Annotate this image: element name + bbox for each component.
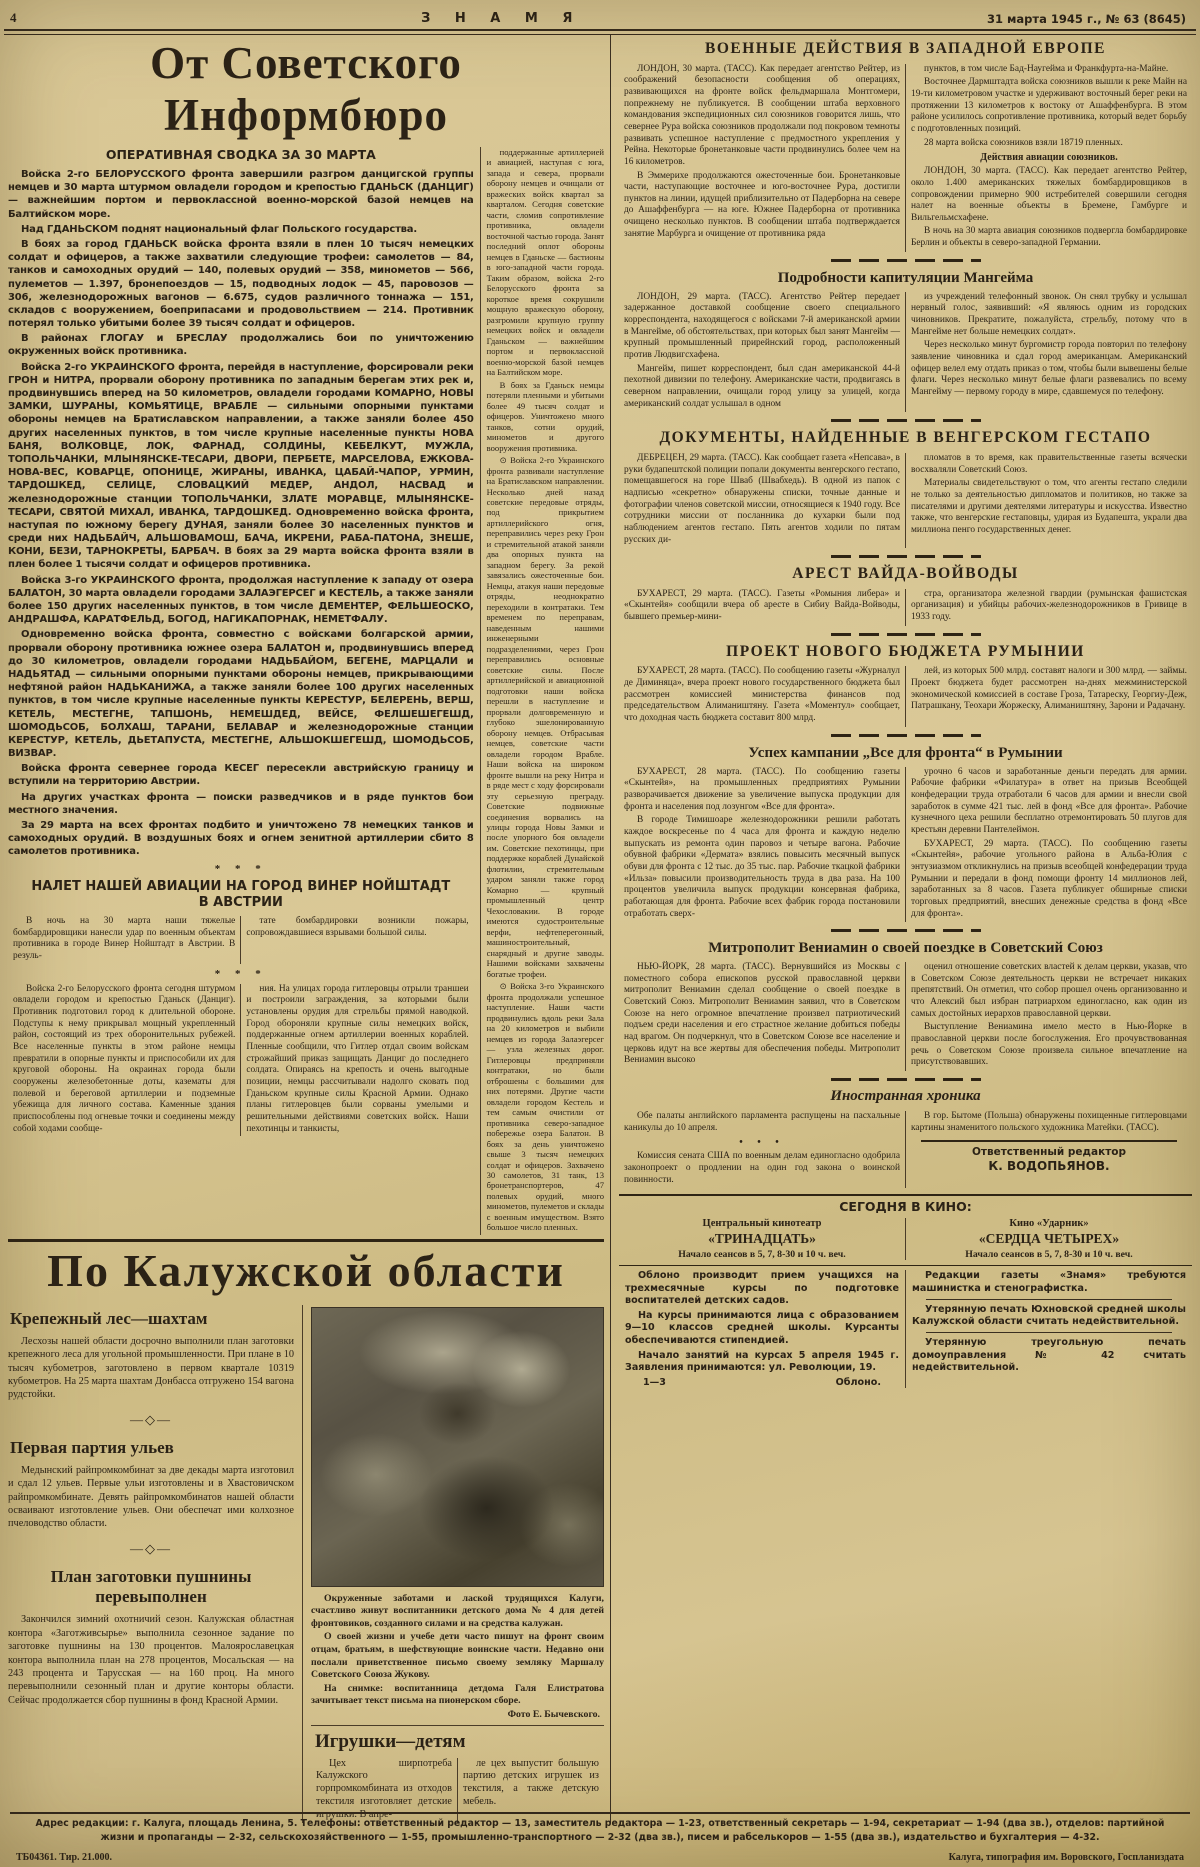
article-divider — [831, 555, 981, 558]
informburo-subtitle: ОПЕРАТИВНАЯ СВОДКА ЗА 30 МАРТА — [105, 147, 376, 162]
printing-house: Калуга, типография им. Воровского, Госпланиздата — [948, 1852, 1184, 1863]
left-column — [0, 35, 611, 1823]
paragraph: В Эммерихе продолжаются ожесточенные бои. Бронетанковые части, наступающие восточнее и юго-восточнее Рура, достигли пунктов на линии, идущей приблизительно от Падерборна на севере до Ашаффенбурга — на юге. Южнее Падерборна от противника очищено несколько пунктов. В сообщении штаба подтверждается занятие Марбурга и очищение от противника ряда — [624, 170, 900, 239]
article-front-campaign — [619, 744, 1192, 923]
diamond-divider: —◇— — [130, 1540, 172, 1556]
article-title-mannheim: Подробности капитуляции Мангейма — [777, 269, 1034, 286]
danzig-col2: ния. На улицах города гитлеровцы отрыли траншеи и построили заграждения, за которыми были установлены орудия для стрельбы прямой наводкой. Город обороняли крупные силы немецких войск, поддержанные огнем артиллерии военных кораблей. Пленные сообщили, что Гитлер отдал своим войскам строжайший приказ защищать Данциг до последнего солдата. Опираясь на крепость и очень выгодные позиции, немцы рассчитывали надолго сковать под Гданьском крупные силы Красной Армии. Однако планы гитлеровцев были сорваны умелыми и решительными действиями советских войск. Наши пехотинцы и танкисты, — [246, 983, 469, 1134]
chronicle-item: В гор. Бытоме (Польша) обнаружены похищенные гитлеровцами картины знаменитого польского художника Матейки. (ТАСС). — [911, 1111, 1187, 1133]
article-title-toys: Игрушки—детям — [315, 1730, 466, 1752]
stars-separator: * * * — [214, 862, 267, 875]
danzig-col1: Войска 2-го Белорусского фронта сегодня штурмом овладели городом и крепостью Гданьск (Данциг). Противник подготовил город к длительной обороне. Подступы к нему прикрывал мощный укрепленный район, состоящий из трех оборонительных рубежей. Все населенные пункты в этом районе немцы превратили в опорные пункты и приспособили их для круговой обороны. На окраинах города были сооружены железобетонные доты, казематы для полевой и береговой артиллерии и подземные убежища для личного состава. Каменные здания приспособлены под огневые точки и соединены между собой ходами сообще- — [13, 983, 236, 1134]
article-romania-budget — [619, 643, 1192, 727]
paragraph: БУХАРЕСТ, 29 марта. (ТАСС). Газеты «Ромыния либера» и «Скынтейя» сообщили вчера об аресте в Сибиу Вайда-Войводы, бывшего премьер-мини- — [624, 588, 900, 623]
svodka-paragraph: На других участках фронта — поиски разведчиков и в ряде пунктов бои местного значения. — [8, 791, 474, 816]
article-divider — [831, 1078, 981, 1081]
svodka-paragraph: В боях за город ГДАНЬСК войска фронта взяли в плен 10 тысяч немецких солдат и офицеров, а также захватили следующие трофеи: самолетов — 84, танков и самоходных орудий — 140, полевых орудий — 358, минометов — 566, пулеметов — 1.397, бронепоездов — 15, подводных лодок — 45, паровозов — 306, железнодорожных вагонов — 6.675, судов различного тоннажа — 151, складов с вооружением, боеприпасами и продовольствием — 214. Противник потерял только убитыми более 39 тысяч солдат и офицеров. — [8, 238, 474, 330]
article-title-campaign: Успех кампании „Все для фронта“ в Румынии — [748, 744, 1063, 761]
right-column — [611, 35, 1200, 1823]
cinema-rule — [619, 1194, 1192, 1196]
article-divider — [831, 633, 981, 636]
article-divider — [831, 419, 981, 422]
print-code: ТБ04361. Тир. 21.000. — [16, 1852, 113, 1863]
svodka-paragraph: Войска 3-го УКРАИНСКОГО фронта, продолжая наступление к западу от озера БАЛАТОН, 30 марта овладели городами ЗАЛАЭГЕРСЕГ и КЕСТЕЛЬ, а также заняли более 150 других населенных пунктов, в том числе ДЕМЕНТЕР, ФЕЛЬШЕОСКО, АНДРАШФА, КАРАТФЕЛЬД, БОГОД, НАГИКАПОРНАК, НЕМЕТФАЛУ. — [8, 574, 474, 626]
article-title-budget: ПРОЕКТ НОВОГО БЮДЖЕТА РУМЫНИИ — [726, 642, 1085, 660]
cinema-right — [905, 1218, 1192, 1260]
svodka-paragraph: Войска 2-го БЕЛОРУССКОГО фронта завершили разгром данцигской группы немцев и 30 марта штурмом овладели городом и крепостью ГДАНЬСК (ДАНЦИГ) — важнейшим портом и первоклассной военно-морской базой немцев на Балтийском море. — [8, 169, 474, 220]
article-title-vaida: АРЕСТ ВАЙДА-ВОЙВОДЫ — [792, 565, 1019, 583]
notice-wanted: Редакции газеты «Знамя» требуются машинистка и стенографистка. — [912, 1270, 1186, 1294]
svodka-paragraph: Над ГДАНЬСКОМ поднят национальный флаг Польского государства. — [21, 223, 417, 235]
side-paragraph: ⊙ Войска 3-го Украинского фронта продолжали успешное наступление. Наши части продвинулись вдоль реки Зала на 20 километров и выбили немцев из города Залаэгерсег — узла железных дорог. Гитлеровцы предприняли контратаки, но были отброшены с большими для них потерями. Другие части овладели городом Кестель и тем самым очистили от противника северо-западное побережье озера Балатон. В боях за день уничтожено свыше 3 тысяч немецких солдат и офицеров. Захвачено 30 самолетов, 31 танк, 13 бронетранспортеров, 47 полевых орудий, много минометов, пулеметов и склады с военным имуществом. Взято большое число пленных. — [486, 981, 604, 1233]
footer-rule — [10, 1812, 1190, 1814]
page-number: 4 — [10, 10, 17, 25]
cinema-times: Начало сеансов в 5, 7, 8-30 и 10 ч. веч. — [678, 1249, 846, 1261]
raid-article-title: НАЛЕТ НАШЕЙ АВИАЦИИ НА ГОРОД ВИНЕР НОЙШТАДТ В АВСТРИИ — [31, 878, 451, 910]
notice-lost-seal: Утерянную треугольную печать домоуправления № 42 считать недействительной. — [912, 1337, 1186, 1373]
toys-col1: Цех ширпотреба Калужского горпромкомбината из отходов текстиля изготовляет детские игрушки. В апре- — [316, 1757, 452, 1820]
kaluga-left-column — [8, 1305, 303, 1823]
svodka-paragraph: Войска фронта севернее города КЕСЕГ пересекли австрийскую границу и вступили на территорию Австрии. — [8, 763, 474, 788]
issue-info: 31 марта 1945 г., № 63 (8645) — [987, 12, 1186, 26]
article-foreign-chronicle — [619, 1088, 1192, 1188]
cinema-listings — [619, 1218, 1192, 1260]
toys-col2: ле цех выпустит большую партию детских игрушек из текстиля, а также детскую мебель. — [463, 1757, 599, 1807]
article-title-chronicle: Иностранная хроника — [830, 1088, 981, 1105]
page-body — [0, 35, 1200, 1823]
cinema-venue: Кино «Ударник» — [1009, 1218, 1089, 1230]
caption-paragraph: Окруженные заботами и лаской трудящихся Калуги, счастливо живут воспитанники детского дома № 4 для детей фронтовиков, созданного силами и на средства калужан. — [311, 1592, 604, 1629]
paragraph: БУХАРЕСТ, 28 марта. (ТАСС). По сообщению газеты «Журналул де Диминяца», вчера проект нового государственного бюджета был рассмотрен комиссией министерства финансов под председательством Алимаништяну. Газета «Моментул» сообщает, что доходная часть бюджета составит 800 млрд. — [624, 666, 900, 723]
cinema-film: «ТРИНАДЦАТЬ» — [708, 1231, 816, 1247]
article-divider — [831, 734, 981, 737]
article-title-timber: Крепежный лес—шахтам — [10, 1308, 208, 1328]
caption-rule — [311, 1725, 604, 1726]
informburo-main-column — [8, 147, 480, 1235]
article-vaida-arrest — [619, 565, 1192, 626]
editorial-address — [10, 1817, 1190, 1844]
article-gestapo-documents — [619, 429, 1192, 548]
kaluga-section-title: По Калужской области — [47, 1244, 565, 1296]
article-mannheim — [619, 269, 1192, 413]
notice-signature: Облоно. — [835, 1377, 881, 1389]
paragraph: пломатов в то время, как правительственные газеты всячески восхваляли Советский Союз. — [911, 452, 1187, 475]
article-title-furs: План заготовки пушнины перевыполнен — [50, 1566, 252, 1607]
article-divider — [831, 259, 981, 262]
editor-label: Ответственный редактор — [971, 1146, 1127, 1159]
paragraph: Через несколько минут бургомистр города повторил по телефону заявление чиновника и сдал город американцам. Американский офицер велел ему отдать приказ о том, чтобы были вывешены белые флаги. Через несколько минут белые флаги развевались по всему Мангейму — первому городу в мире, сдавшемуся по телефону. — [911, 340, 1187, 398]
article-title-beehives: Первая партия ульев — [10, 1437, 174, 1457]
notice-rule — [926, 1332, 1172, 1333]
notices-rule — [619, 1265, 1192, 1266]
page-footer — [0, 1812, 1200, 1863]
dots-separator: • • • — [739, 1137, 785, 1149]
article-title-western-europe: ВОЕННЫЕ ДЕЙСТВИЯ В ЗАПАДНОЙ ЕВРОПЕ — [705, 40, 1106, 57]
paragraph: пунктов, в том числе Бад-Наугейма и Франкфурта-на-Майне. — [924, 63, 1169, 74]
paragraph: из учреждений телефонный звонок. Он снял трубку и услышал нервный голос, заявивший: «Я являюсь одним из городских чиновников. Прекратите, пожалуйста, стрельбу, потому что в Мангейме нет больше немецких солдат». — [911, 291, 1187, 337]
raid-col2: тате бомбардировки возникли пожары, сопровождавшиеся взрывами большой силы. — [246, 916, 469, 938]
caption-paragraph: На снимке: воспитанница детдома Галя Елистратова зачитывает текст письма на пионерском сборе. — [311, 1682, 604, 1707]
paragraph: ДЕБРЕЦЕН, 29 марта. (ТАСС). Как сообщает газета «Непсава», в руки будапештской полиции попали документы венгерского гестапо, помещавшегося на горе Шваб (Швабхедь). В одной из папок с надписью «секретно» обнаружены списки, точные данные и фотографии членов советской миссии, относящиеся к 1940 году. Все сотрудники миссии от посланника до кухарки были под наблюдением агентов гестапо. Пять агентов ходили по пятам русских ди- — [624, 452, 900, 545]
notice-paragraph: Облоно производит прием учащихся на трехмесячные курсы по подготовке воспитателей детских садов. — [625, 1270, 899, 1306]
notice-run-count: 1—3 — [643, 1377, 666, 1389]
caption-paragraph: О своей жизни и учебе дети часто пишут на фронт своим отцам, братьям, в шефствующие воинские части. Недавно они послали приветственное письмо своему земляку Маршалу Советского Союза Жукову. — [311, 1631, 604, 1681]
paragraph: оценил отношение советских властей к делам церкви, указав, что в Советском Союзе деятельность церкви не встречает никаких препятствий. Он отметил, что собор прошел очень организованно и что Алексий был избран патриархом единогласно, как один из самых достойных иерархов православной церкви. — [911, 962, 1187, 1019]
paragraph: НЬЮ-ЙОРК, 28 марта. (ТАСС). Вернувшийся из Москвы с поместного собора епископов русской православной церкви митрополит Вениамин сделал сообщение о своей поездке в Советский Союз. Митрополит Вениамин заявил, что в Советском Союзе на него огромное впечатление произвел патриотический подъем среди населения и его страстное желание добиться победы над врагом. Он подчеркнул, что в Советском Союзе все население и церковь идут на все жертвы для обеспечения победы. Митрополит Вениамин высоко — [624, 962, 900, 1066]
article-divider — [831, 929, 981, 932]
paragraph: ЛОНДОН, 29 марта. (ТАСС). Агентство Рейтер передает задержанное доставкой сообщение своего специального корреспондента, находящегося с войсками 7-й американской армии в Мангейме, об обстоятельствах, при которых был занят Мангейм — крупный промышленный прирейнский город, расположенный против Людвигсхафена. — [624, 291, 900, 361]
paragraph: В ночь на 30 марта авиация союзников подвергла бомбардировке Берлин и объекты в северо-западной Германии. — [911, 226, 1187, 249]
address-line: Адрес редакции: г. Калуга, площадь Ленина, 5. Телефоны: ответственный редактор — 13, заместитель редактора — 1-23, ответственный секретарь — 1-94, секретариат — 1-94 (два зв.), отделов: партийной — [35, 1818, 1165, 1830]
chronicle-item: Комиссия сената США по военным делам единогласно одобрила законопроект о продлении на один год закона о воинской повинности. — [624, 1151, 900, 1185]
article-title-gestapo: ДОКУМЕНТЫ, НАЙДЕННЫЕ В ВЕНГЕРСКОМ ГЕСТАПО — [659, 429, 1152, 447]
photo-children-orphanage — [311, 1307, 604, 1587]
cinema-header: СЕГОДНЯ В КИНО: — [839, 1199, 972, 1215]
section-kaluga-region — [8, 1244, 604, 1823]
cinema-venue: Центральный кинотеатр — [702, 1218, 822, 1230]
svodka-paragraph: В районах ГЛОГАУ и БРЕСЛАУ продолжались бои по уничтожению окруженных войск противника. — [8, 333, 474, 358]
notice-rule — [926, 1299, 1172, 1300]
cinema-film: «СЕРДЦА ЧЕТЫРЕХ» — [978, 1231, 1120, 1247]
paragraph: Выступление Вениамина имело место в Нью-Йорке в православной церкви после богослужения. Его прочувствованная речь о Советском Союзе произвела сильное впечатление на присутствовавших. — [911, 1022, 1187, 1068]
paragraph: Материалы свидетельствуют о том, что агенты гестапо следили не только за деятельностью дипломатов и политиков, но также за писателями и другими деятелями литературы и искусства. Известно также, что венгерские гестаповцы, удирая из Будапешта, украли два миллиона пенго государственных денег. — [911, 478, 1187, 535]
svodka-paragraph: Одновременно войска фронта, совместно с войсками болгарской армии, прорвали оборону противника южнее озера БАЛАТОН и, продвинувшись вперед до 30 километров, овладели городами НАДЬБАЙОМ, БЕГЕНЕ, МАРЦАЛИ и НАДЬЯТАД — сильными опорными пунктами обороны немцев, прикрывающими нефтяной район НАДЬКАНИЖА, а также заняли более 100 других населенных пунктов, в том числе крупные населенные пункты КЕРЕСТУР, БЕЛЕРЕНЬ, ВЕРШ, КЕТЕЛЬ, МЕСТЕГНЕ, ТАПШОНЬ, НЕМЕШДЕД, ВЕЙСЕ, ФЕЛШЕШЕГЕШД, ШОМОДЬСОБ, БОЛХАШ, ТАРАНИ, БЕЛАВАР и железнодорожные станции КЕРЕСТУР, КЕТЕЛЬ, ДЬЕТАПУСТА, МЕСТЕГНЕ, АЛЬШОКШЕГЕШД, ШОМОДЬСОБ, ВИЗВАР. — [8, 629, 474, 760]
article-body-beehives: Медынский райпромкомбинат за две декады марта изготовил и сдал 12 ульев. Первые ульи изготовлены и в Хвастовичском райпромкомбинате. Девять райпромкомбинатов нашей области осваивают изготовление ульев. Они обеспечат ими колхозное пчеловодство области. — [8, 1464, 294, 1530]
notices — [619, 1270, 1192, 1388]
side-paragraph: В боях за Гданьск немцы потеряли пленными и убитыми более 49 тысяч солдат и офицеров. Уничтожено много танков, сотни орудий, минометов и другого вооружения противника. — [486, 379, 604, 453]
paragraph: В городе Тимишоаре железнодорожники решили работать каждое воскресенье по 4 часа для фронта и каждую неделю выпускать из ремонта один паровоз и четыре вагона. Рабочие обувной фабрики «Дермата» взялись повысить месячный выпуск обуви для фронта с 12 тыс. до 35 тыс. пар. Рабочие ткацкой фабрики «Ильза» повысили производительность труда в два раза. На 100 процентов увеличила выпуск продукции консервная фабрика, работающая для фронта. Рабочие всех фабрик города постановили отработать сверх- — [624, 815, 900, 919]
notice-lost-seal: Утерянную печать Юхновской средней школы Калужской области считать недействительной. — [912, 1303, 1186, 1328]
diamond-divider: —◇— — [130, 1411, 172, 1427]
stars-separator: * * * — [214, 967, 267, 980]
photo-credit: Фото Е. Бычевского. — [507, 1708, 600, 1720]
masthead — [0, 0, 1200, 29]
cinema-left — [619, 1218, 905, 1260]
raid-col1: В ночь на 30 марта наши тяжелые бомбардировщики нанесли удар по военным объектам противника в городе Винер Нойштадт в Австрии. В резуль- — [13, 916, 236, 962]
article-body-furs: Закончился зимний охотничий сезон. Калужская областная контора «Заготживсырье» выполнила сезонное задание по заготовке пушнины на 130 процентов. Малоярославецкая контора выполнила план на 278 процентов, Мосальская — на 243 процента и Тарусская — на 160 проц. На много перевыполнили сезонный план и другие конторы области. Сейчас продолжается сбор пушнины в фонд Красной Армии. — [8, 1614, 294, 1706]
article-metropolitan-veniamin — [619, 939, 1192, 1071]
paragraph: 28 марта войска союзников взяли 18719 пленных. — [924, 137, 1123, 148]
article-sovinformburo — [8, 37, 604, 1235]
section-rule — [8, 1239, 604, 1242]
paragraph: лей, из которых 500 млрд. составят налоги и 300 млрд. — займы. Проект бюджета будет рассмотрен на-днях межминистерской экономической комиссией в составе Гроза, Татареску, Георгиу-Деж, Патрашкану, Теохари Жоржеску, Алимаништяну, Зарони и Радачану. — [911, 666, 1187, 712]
svodka-paragraph: Войска 2-го УКРАИНСКОГО фронта, перейдя в наступление, форсировали реки ГРОН и НИТРА, прорвали оборону противника по западным берегам этих рек и, продвинувшись вперед на 50 километров, овладели городами КОМАРНО, НОВЫ ЗАМКИ, ШУРАНЫ, КОМЬЯТИЦЕ, ВРАБЛЕ — сильными опорными пунктами обороны немцев на Братиславском направлении, а также заняли более 450 других населенных пунктов, в том числе крупные населенные пункты НОВА БАНЯ, ВОЛКОВЦЕ, ЛОК, ФАРНАД, СОЛДИНЫ, КЕБЕЛКУТ, МУЖЛА, ТОПОЛЬЧАНКИ, МЛЫНЯНСКЕ-ТЕСАРИ, ДВОРИ, ПЕРБЕТЕ, МАРСЕЛОВА, ЕЖКОВА-НОВА-ВЕС, КОВАРЦЕ, ОПОНИЦЕ, ЖИРАНЫ, ИВАНКА, ЦАБАЙ-ЧАПОР, УРМИН, ТАРДОШКЕД, СЕЛИЦЕ, СЛОВАЦКИЙ МЕДЕР, АНДОЛ, НАСВАД и железнодорожные станции ТОПОЛЬЧАНКИ, ЗЛАТЕ МОРАВЦЕ, МЛЫНЯНСКЕ-ТЕСАРИ, СВЯТОЙ МИХАЛ, ИВАНКА, ТАРДОШКЕД. Одновременно войска фронта, наступая по южному берегу ДУНАЯ, заняли более 30 населенных пунктов и среди них НАДЬБАЙЧ, АЛЬШОВАМОШ, БАЧА, ИКРЕНИ, РАБА-ПАТОНА, ЗНЕШЕ, КОНИ, БЕЗИ, ТАРНОКРЕТЫ, БАРБАЧ. В боях за 29 марта войска фронта взяли в плен более 1 тысячи солдат и офицеров противника. — [8, 361, 474, 571]
article-title-metropolitan: Митрополит Вениамин о своей поездке в Советский Союз — [708, 940, 1103, 957]
paragraph: Восточнее Дармштадта войска союзников вышли к реке Майн на 19-ти километровом участке и удерживают восточный берег реки на протяжении 13 километров к востоку от Ашаффенбурга. В этом районе усилилось сопротивление противника, который ведет борьбу с подготовленных позиций. — [911, 77, 1187, 134]
paragraph: Мангейм, пишет корреспондент, был сдан американской 44-й пехотной дивизии по телефону. Американские части, продвигаясь в северном направлении, очищали город улицу за улицей, когда американский солдат услышал в одном — [624, 363, 900, 409]
paragraph: стра, организатора железной гвардии (румынская фашистская организация) и убийцы рабочих-железнодорожников в Гривице в 1933 году. — [911, 588, 1187, 623]
editor-block — [911, 1146, 1187, 1173]
side-paragraph: поддержанные артиллерией и авиацией, наступая с юга, запада и севера, прорвали оборону немцев и очищали от вражеских войск квартал за кварталом. Сегодня советские части, сломив сопротивление противника, овладели восточной частью города. Занят последний оплот обороны немцев в Гданьске — бастионы в юго-западной части города. Таким образом, войска 2-го Белорусского фронта за короткое время сокрушили мощную вражескую оборону, разгромили крупную группу немецких войск и овладели Гданьском — важнейшим портом и первоклассной военно-морской базой немцев на Балтийском море. — [486, 147, 604, 378]
paragraph: урочно 6 часов и заработанные деньги передать для армии. Рабочие фабрики «Филатура» в ответ на призыв Всеобщей конфедерации труда отработали 6 часов для армии и внесли свой заработок в сумме 421 тыс. лей в фонд «Все для фронта». Рабочие кузнечного цеха решили бесплатно отремонтировать 50 плугов для крестьян деревни Пантелеймон. — [911, 766, 1187, 835]
paragraph: БУХАРЕСТ, 29 марта. (ТАСС). По сообщению газеты «Скынтейя», рабочие угольного района в Альба-Юлия с энтузиазмом откликнулись на призыв всеобщей конфедерации труда Румынии и передали в фонд помощи фронту 14 миллионов лей, заработанных за 8 часов. Газета публикует обширные списки торговых предприятий, внесших денежные средства в фонд «Все для фронта». — [911, 838, 1187, 919]
article-body-timber: Лесхозы нашей области досрочно выполнили план заготовки крепежного леса для угольной промышленности. При плане в 10 тысяч кубометров, заготовлено в первом квартале 10319 кубометров. На 25 марта шахтам Донбасса отгружено 154 вагона рудстойки. — [8, 1335, 294, 1401]
paragraph: БУХАРЕСТ, 28 марта. (ТАСС). По сообщению газеты «Скынтейя», на промышленных предприятиях Румынии разворачивается движение за увеличение выпуска продукции для фронта и населения под лозунгом «Все для фронта». — [624, 766, 900, 812]
cinema-times: Начало сеансов в 5, 7, 8-30 и 10 ч. веч. — [965, 1249, 1133, 1261]
informburo-title: От Советского Информбюро — [150, 38, 462, 140]
side-paragraph: ⊙ Войска 2-го Украинского фронта развивали наступление на Братиславском направлении. Несколько дней назад советские передовые отряды, под прикрытием артиллерийского огня, переправились через реку Грон и стремительной атакой заняли два опорных пункта на западном берегу. За рекой завязались ожесточенные бои. Немцы, атакуя наши передовые отряды, неоднократно переходили в контратаки. Тем временем по переправам, наведенным нашими инженерными подразделениями, через Грон переправились основные советские силы. После артиллерийской и авиационной подготовки наши войска перешли в наступление и прорвали долговременную и глубоко эшелонированную оборону немцев. Отбрасывая немцев, советские части овладели городом Врабле. Наши войска на широком фронте вышли на реку Нитра и в ряде мест с ходу форсировали эту серьезную преграду. Советские подвижные соединения ворвались на улицы города Новы Замки и после упорного боя овладели им. Советские пехотинцы, при поддержке кораблей Дунайской флотилии, стремительным ударом заняли также город Комарно — крупный промышленный центр Чехословакии. В городе имеются судостроительные верфи, нефтеперегонный, машиностроительный, снарядный и другие заводы. Нашими войсками захвачены богатые трофеи. — [486, 455, 604, 979]
notice-obl — [619, 1270, 905, 1388]
address-line: жизни и пропаганды — 2-32, сельскохозяйственного — 1-55, промышленно-транспортного — 2-32 (два зв.), писем и рабселькоров — 1-55 (два зв.), издательство и бухгалтерия — 4-32. — [100, 1831, 1100, 1843]
notice-misc — [905, 1270, 1192, 1388]
paragraph: ЛОНДОН, 30 марта. (ТАСС). Как передает агентство Рейтер, из соображений безопасности сообщения об операциях, развивающихся на фронте войск фельдмаршала Монтгомери, попрежнему не публикуется. В сообщении штаба верховного командования экспедиционных сил союзников говорится лишь, что севернее Рура войска союзников продолжали под покровом темноты развивать успешное наступление с предмостного укрепления у Рейна. Некоторые бронетанковые части продвинулись более чем на 16 километров. — [624, 63, 900, 167]
notice-paragraph: На курсы принимаются лица с образованием 9—10 классов средней школы. Курсанты обеспечиваются стипендией. — [625, 1310, 899, 1346]
paragraph: ЛОНДОН, 30 марта. (ТАСС). Как передает агентство Рейтер, около 1.400 американских тяжелых бомбардировщиков в сопровождении примерно 900 истребителей совершили сегодня налет на военные объекты в Бремене, Гамбурге и Вильгельмсхафене. — [911, 166, 1187, 223]
masthead-title: З Н А М Я — [421, 11, 583, 26]
editor-rule — [921, 1140, 1177, 1142]
photo-caption — [311, 1593, 604, 1720]
informburo-side-column — [480, 147, 604, 1235]
svodka-paragraph: За 29 марта на всех фронтах подбито и уничтожено 78 немецких танков и самоходных орудий. В воздушных боях и огнем зенитной артиллерии сбито 8 самолетов противника. — [8, 820, 474, 858]
chronicle-item: Обе палаты английского парламента распущены на пасхальные каникулы до 10 апреля. — [624, 1111, 900, 1133]
editor-name: К. ВОДОПЬЯНОВ. — [988, 1159, 1110, 1174]
notice-paragraph: Начало занятий на курсах 5 апреля 1945 г. Заявления принимаются: ул. Революции, 19. — [625, 1349, 899, 1374]
subhead-allied-aviation: Действия авиации союзников. — [980, 152, 1118, 164]
article-western-europe — [619, 40, 1192, 252]
kaluga-right-column — [303, 1305, 604, 1823]
